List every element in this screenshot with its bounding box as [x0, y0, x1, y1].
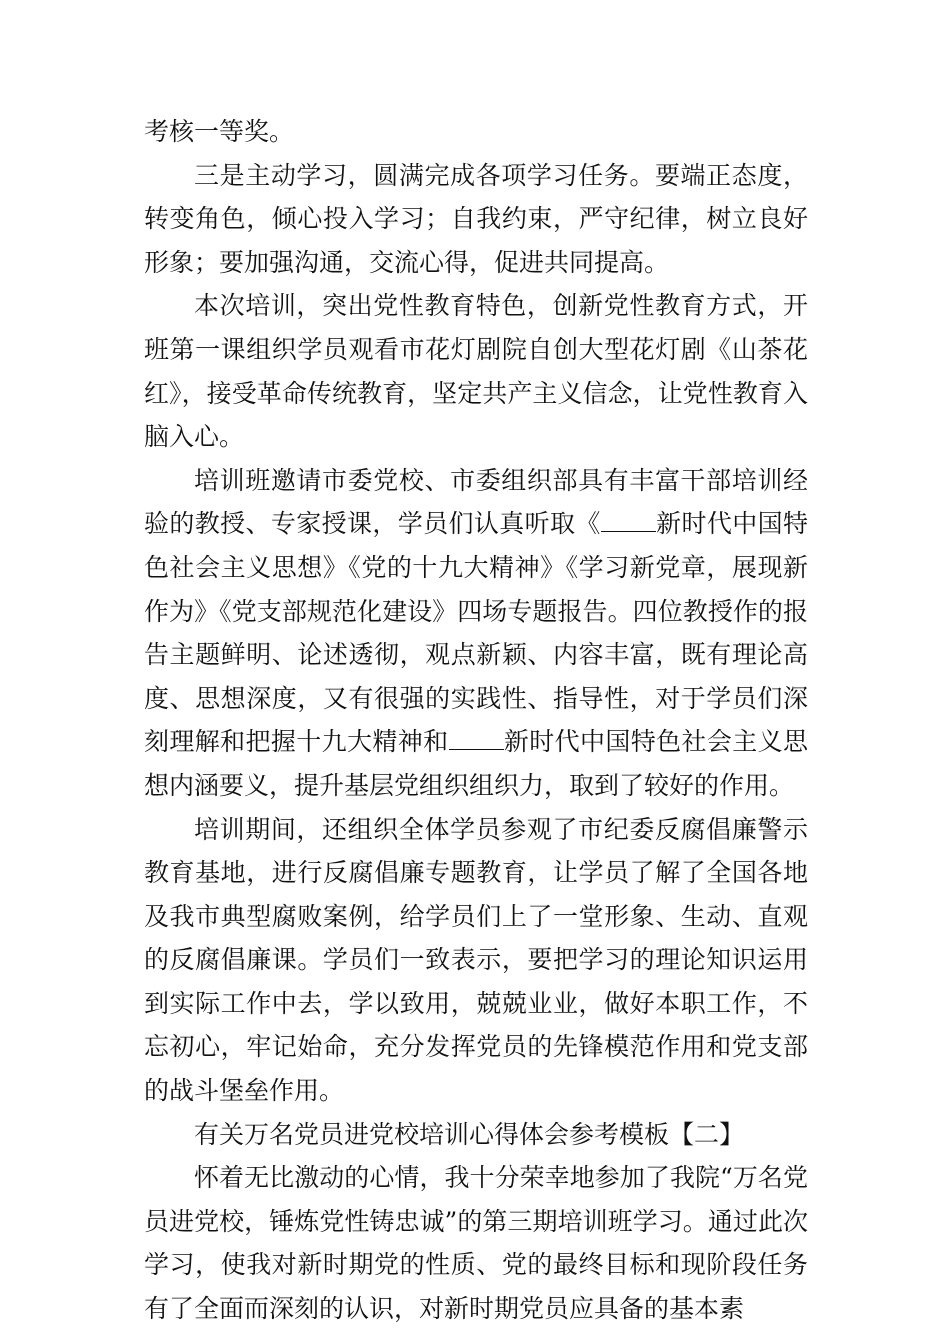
document-body — [144, 110, 808, 1331]
paragraph-anti-corruption: 培训期间，还组织全体学员参观了市纪委反腐倡廉警示教育基地，进行反腐倡廉专题教育，让学员了解了全国各地及我市典型腐败案例，给学员们上了一堂形象、生动、直观的反腐倡廉课。学员们一致表示，要把学习的理论知识运用到实际工作中去，学以致用，兢兢业业，做好本职工作，不忘初心，牢记始命，充分发挥党员的先锋模范作用和党支部的战斗堡垒作用。 — [144, 814, 808, 1106]
paragraph-continuation: 考核一等奖。 — [144, 117, 295, 146]
lectures-text-part-3: 新时代中国特色社会主义思想内涵要义，提升基层党组织组织力，取到了较好的作用。 — [144, 727, 808, 800]
paragraph-party-education: 本次培训，突出党性教育特色，创新党性教育方式，开班第一课组织学员观看市花灯剧院自创大型花灯剧《山茶花红》，接受革命传统教育，坚定共产主义信念，让党性教育入脑入心。 — [144, 291, 808, 452]
fill-in-blank — [449, 726, 504, 751]
paragraph-third-session: 怀着无比激动的心情，我十分荣幸地参加了我院“万名党员进党校，锤炼党性铸忠诚”的第三期培训班学习。通过此次学习，使我对新时期党的性质、党的最终目标和现阶段任务有了全面而深刻的认识，对新时期党员应具备的基本素 — [144, 1163, 808, 1324]
paragraph-active-learning: 三是主动学习，圆满完成各项学习任务。要端正态度，转变角色，倾心投入学习；自我约束，严守纪律，树立良好形象；要加强沟通，交流心得，促进共同提高。 — [144, 160, 808, 277]
fill-in-blank — [601, 508, 656, 533]
section-heading: 有关万名党员进党校培训心得体会参考模板【二】 — [194, 1119, 745, 1149]
lectures-text-part-1: 培训班邀请市委党校、市委组织部具有丰富干部培训经验的教授、专家授课，学员们认真听取《 — [144, 465, 808, 539]
paragraph-lectures — [144, 459, 808, 808]
lectures-text-part-2: 新时代中国特色社会主义思想》《党的十九大精神》《学习新党章，展现新作为》《党支部规范化建设》四场专题报告。四位教授作的报告主题鲜明、论述透彻，观点新颖、内容丰富，既有理论高度、思想深度，又有很强的实践性、指导性，对于学员们深刻理解和把握十九大精神和 — [144, 509, 808, 757]
